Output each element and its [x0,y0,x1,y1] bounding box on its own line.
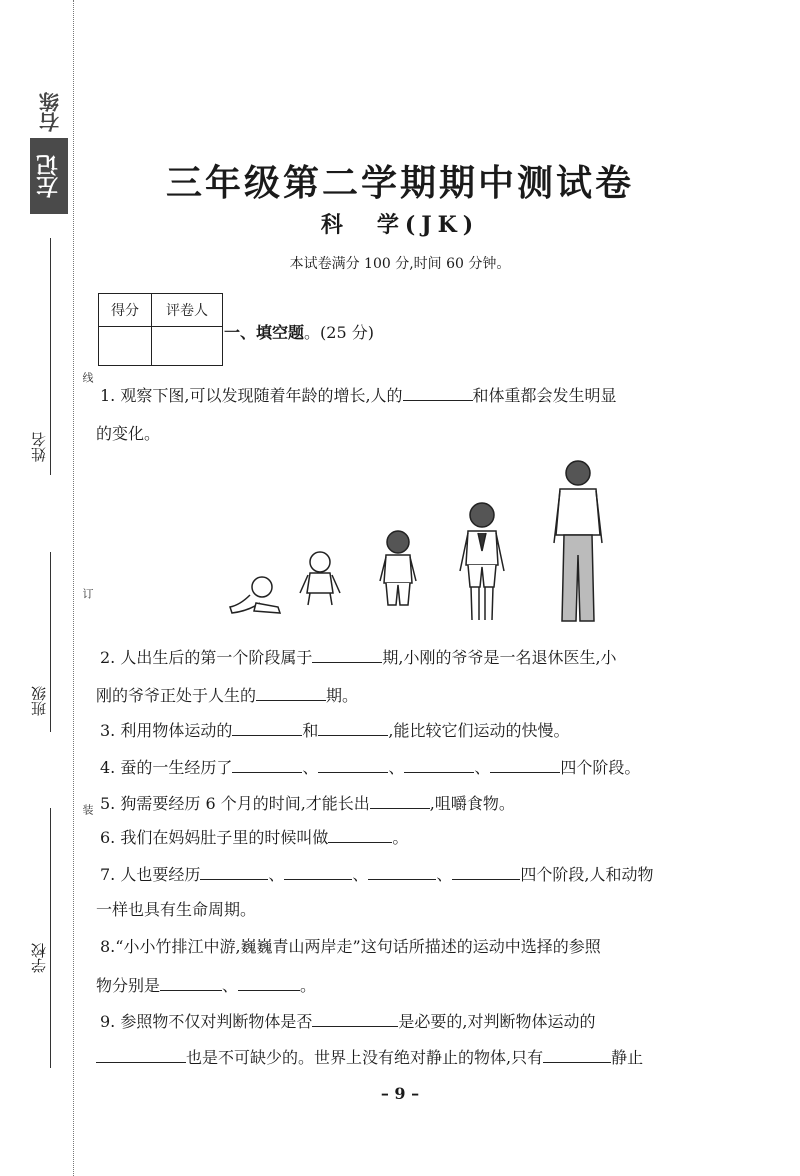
child-figure [380,531,416,605]
q3-text: 3. 利用物体运动的 [100,721,233,740]
brand-left-text: 左记 [30,138,68,214]
question-8-cont [96,974,736,996]
q7-sep: 、 [268,865,285,884]
question-2 [100,646,740,668]
q2-text-3: 刚的爷爷正处于人生的 [96,686,257,705]
q7-sep: 、 [352,865,369,884]
q5-text: 5. 狗需要经历 6 个月的时间,才能长出 [100,794,370,813]
q7-text-3: 一样也具有生命周期。 [96,900,257,919]
q6-text-2: 。 [392,828,409,847]
q2-blank-2[interactable] [256,684,326,701]
q2-text: 2. 人出生后的第一个阶段属于 [100,648,313,667]
boy-figure [460,503,504,620]
school-field-label: 学校 [30,943,48,973]
q4-blank-4[interactable] [490,756,560,773]
toddler-figure [300,552,340,605]
q7-blank-3[interactable] [368,863,436,880]
q3-text-3: ,能比较它们运动的快慢。 [388,721,570,740]
q5-blank[interactable] [370,792,430,809]
question-3 [100,719,740,741]
score-header: 得分 [99,294,152,327]
baby-figure [230,577,280,613]
question-7 [100,863,740,885]
q8-blank-1[interactable] [160,974,222,991]
q7-blank-4[interactable] [452,863,520,880]
q8-blank-2[interactable] [238,974,300,991]
q3-text-2: 和 [302,721,319,740]
growth-stages-illustration [220,455,620,630]
name-field-line [50,238,51,475]
q8-text: 8.“小小竹排江中游,巍巍青山两岸走”这句话所描述的运动中选择的参照 [100,937,601,956]
question-6 [100,826,740,848]
class-field-label: 班级 [30,686,48,716]
q9-text-4: 静止 [611,1048,644,1067]
q7-text-2: 四个阶段,人和动物 [520,865,654,884]
q4-text: 4. 蚕的一生经历了 [100,758,233,777]
q4-blank-1[interactable] [232,756,302,773]
q4-blank-3[interactable] [404,756,474,773]
q7-text: 7. 人也要经历 [100,865,201,884]
section-label: 一、填空题 [224,323,305,342]
grader-header: 评卷人 [152,294,223,327]
name-field-label: 姓名 [30,432,48,462]
q4-sep: 、 [388,758,405,777]
q9-text-2: 是必要的,对判断物体运动的 [398,1012,596,1031]
question-9-cont [96,1046,736,1068]
grader-cell[interactable] [152,327,223,366]
adult-figure [554,461,602,621]
q4-sep: 、 [302,758,319,777]
section-heading [224,320,374,343]
q7-blank-2[interactable] [284,863,352,880]
q4-sep: 、 [474,758,491,777]
q6-blank[interactable] [328,826,392,843]
page-number: – 9 – [380,1084,420,1103]
q8-text-3: 。 [300,976,317,995]
q1-text-2: 和体重都会发生明显 [472,386,617,405]
q9-blank-3[interactable] [543,1046,611,1063]
q5-text-2: ,咀嚼食物。 [429,794,515,813]
q4-text-2: 四个阶段。 [560,758,641,777]
q2-text-4: 期。 [326,686,359,705]
brand-right-text: 右练 [38,92,63,132]
binding-mark-line: 线 [81,372,94,383]
q9-text-3: 也是不可缺少的。世界上没有绝对静止的物体,只有 [186,1048,544,1067]
exam-note: 本试卷满分 100 分,时间 60 分钟。 [289,256,511,272]
question-5 [100,792,740,814]
q4-blank-2[interactable] [318,756,388,773]
binding-mark-order: 订 [81,588,94,599]
class-field-line [50,552,51,732]
q7-sep: 、 [436,865,453,884]
question-1 [100,384,740,406]
score-table [98,293,223,366]
question-2-cont [96,684,736,706]
school-field-line [50,808,51,1068]
question-1-cont [96,424,736,444]
question-8 [100,937,740,957]
question-7-cont [96,900,736,920]
score-cell[interactable] [99,327,152,366]
q1-blank[interactable] [403,384,473,401]
binding-mark-bind: 装 [81,804,94,815]
q9-blank-2[interactable] [96,1046,186,1063]
exam-subject: 科 学(JK) [320,212,480,238]
q1-text-3: 的变化。 [96,424,161,443]
q3-blank-2[interactable] [318,719,388,736]
q3-blank-1[interactable] [232,719,302,736]
q9-blank-1[interactable] [312,1010,398,1027]
q2-text-2: 期,小刚的爷爷是一名退休医生,小 [382,648,617,667]
question-9 [100,1010,740,1032]
q8-sep: 、 [222,976,239,995]
q1-text: 1. 观察下图,可以发现随着年龄的增长,人的 [100,386,403,405]
question-4 [100,756,740,778]
section-points: 。(25 分) [304,323,374,342]
q2-blank-1[interactable] [312,646,382,663]
q8-text-2: 物分别是 [96,976,161,995]
q7-blank-1[interactable] [200,863,268,880]
q6-text: 6. 我们在妈妈肚子里的时候叫做 [100,828,329,847]
q9-text: 9. 参照物不仅对判断物体是否 [100,1012,313,1031]
exam-title: 三年级第二学期期中测试卷 [165,162,634,204]
